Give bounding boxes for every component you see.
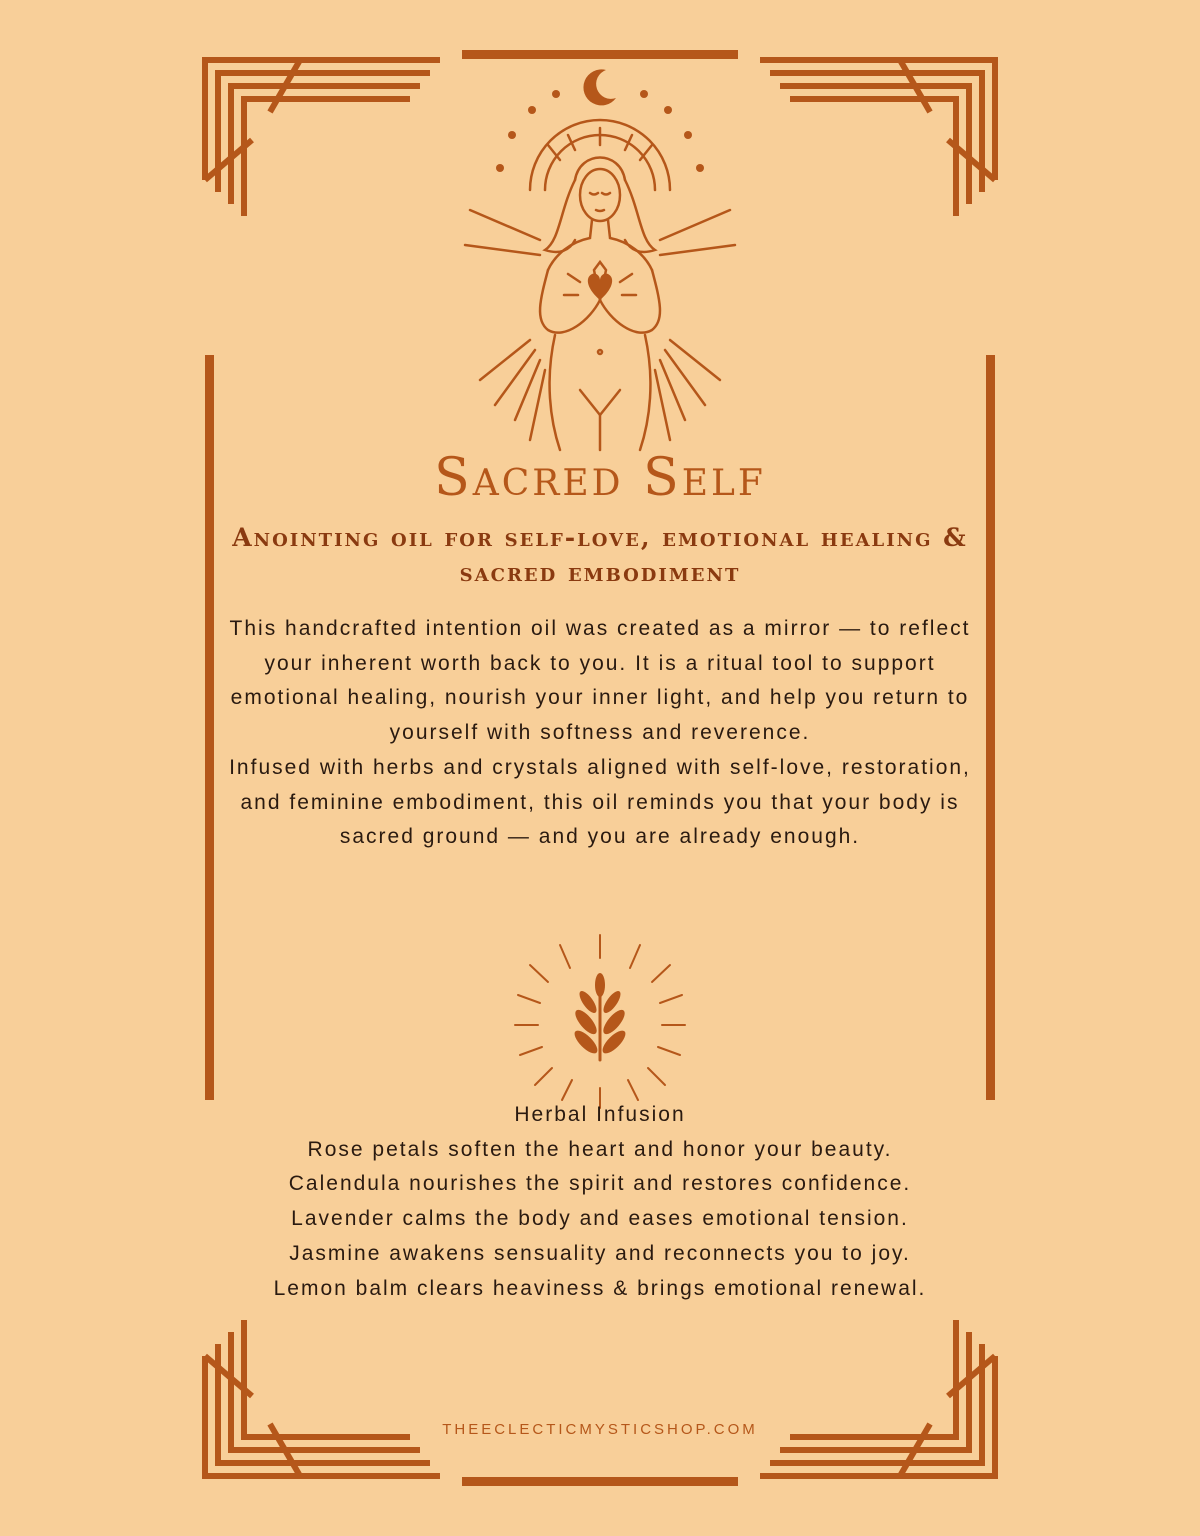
product-title: Sacred Self [434,448,766,508]
herbal-heading: Herbal Infusion [514,1103,686,1126]
art-deco-corner-top-right [760,60,995,216]
bottom-bar [462,1477,738,1486]
herb-item: Jasmine awakens sensuality and reconnects you to joy. [289,1241,911,1265]
art-deco-corner-bottom-right [760,1320,995,1476]
footer-url: THEECLECTICMYSTICSHOP.COM [442,1421,758,1438]
herb-item: Rose petals soften the heart and honor your beauty. [307,1137,893,1161]
herb-item: Calendula nourishes the spirit and restores confidence. [288,1172,912,1196]
top-bar [462,50,738,59]
description-paragraph: Infused with herbs and crystals aligned with self-love, restoration, and feminine embodiment, this oil reminds you that your body is sacred ground — and you are already enough. [229,755,971,849]
crescent-moon-icon [583,69,616,105]
herbal-infusion-section [228,1098,972,1306]
heart-icon [588,273,612,300]
art-deco-corner-top-left [205,60,440,216]
goddess-illustration [465,69,735,450]
description-paragraph: This handcrafted intention oil was created as a mirror — to reflect your inherent worth back to you. It is a ritual tool to support emotional healing, nourish your inner light, and help you return to yourself with softness and reverence. [229,617,971,745]
art-deco-corner-bottom-left [205,1320,440,1476]
description [228,612,972,855]
herb-item: Lemon balm clears heaviness & brings emotional renewal. [273,1276,927,1300]
herb-item: Lavender calms the body and eases emotional tension. [291,1207,909,1231]
sprig-sunburst-icon [515,935,685,1108]
product-subtitle: Anointing oil for self-love, emotional healing & sacred embodiment [232,523,968,587]
